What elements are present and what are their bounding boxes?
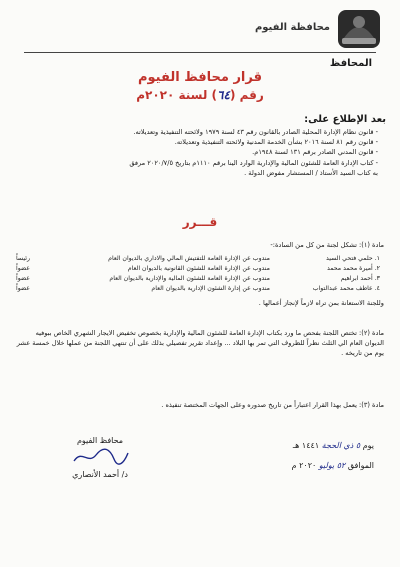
member-name: ٢. أميرة محمد محمد [326, 265, 380, 272]
decree-title: قرار محافظ الفيوم [137, 70, 262, 85]
committee-member [16, 254, 380, 264]
after-review-heading: بعد الإطلاع على: [304, 114, 386, 125]
date-hijri [292, 436, 374, 456]
article-2: مادة (٢): تختص اللجنة بفحص ما ورد بكتاب الإدارة العامة للشئون المالية والإدارية بخصوص تخفيض الايجار الشهري الخاص ببوفيه الديوان العام الي الثلث نظراً للظروف التي تمر بها البلاد ... وإعداد تقرير تفصيلي بذلك على أن تنتهي اللجنة من عملها خلال خمسة عشر يوم من تاريخه . [16, 329, 384, 358]
member-name: ٣. أحمد ابراهيم [340, 275, 380, 282]
signature-title: محافظ الفيوم [76, 436, 124, 445]
reference-item: - قانون نظام الإدارة المحلية الصادر بالقانون رقم ٤٣ لسنة ١٩٧٩ ولائحته التنفيذية وتعديلاته. [133, 128, 378, 136]
letterhead [0, 8, 400, 50]
committee-member [16, 284, 380, 294]
signature-block [70, 436, 130, 479]
handwritten-signature [70, 445, 130, 470]
reference-item: - قانون رقم ٨١ لسنة ٢٠١٦ بشأن الخدمة المدنية ولائحته التنفيذية وتعديلاته. [174, 138, 378, 147]
governorate-name: محافظة الفيوم [254, 22, 330, 33]
governorate-logo [336, 8, 382, 50]
committee-member [16, 274, 380, 284]
member-name: ٤. عاطف محمد عبدالتواب [312, 285, 380, 292]
member-name: ١. حلمي فتحي السيد [325, 255, 380, 262]
date-hijri-handwritten: ٥ ذي الحجة [321, 441, 361, 450]
date-greg-year: ٢٠٢٠ م [291, 461, 317, 470]
reference-item: - قانون المدني الصادر برقم ١٣١ لسنة ١٩٤٨م. [252, 148, 378, 157]
date-hijri-prefix: يوم [362, 441, 374, 450]
committee-member [16, 264, 380, 274]
member-role: مندوب عن إدارة الشئون الإدارية بالديوان العام [151, 285, 270, 292]
member-tag: عضواً [16, 285, 30, 292]
references-list [18, 127, 378, 178]
decree-number [0, 88, 400, 102]
member-role: مندوب عن الإدارة العامة للتفتيش المالي والاداري بالديوان العام [108, 255, 270, 262]
article-1: مادة (١): تشكل لجنة من كل من السادة:- [270, 241, 384, 249]
number-prefix: رقم ( [229, 88, 264, 102]
committee-list [16, 254, 380, 294]
member-tag: رئيساً [16, 255, 30, 262]
date-block [292, 436, 374, 476]
member-tag: عضواً [16, 275, 30, 282]
number-suffix: ) لسنة ٢٠٢٠م [136, 88, 218, 102]
office-label: المحافظ [329, 58, 372, 69]
date-gregorian [292, 456, 374, 476]
date-greg-handwritten: ٥٢ يوليو [318, 461, 346, 470]
article-1-note: وللجنة الاستعانة بمن تراه لازماً لإنجاز أعمالها . [258, 299, 384, 307]
member-role: مندوب عن الإدارة العامة للشئون القانونية بالديوان العام [127, 265, 270, 272]
number-handwritten: ٦٤ [217, 88, 230, 102]
article-3: مادة (٣): يعمل بهذا القرار اعتباراً من تاريخ صدوره وعلى الجهات المختصة تنفيذه . [161, 401, 384, 409]
reference-item: - كتاب الإدارة العامة للشئون المالية والإدارية الوارد الينا برقم ١١١٠م بتاريخ ٢٠٢٠/٧/٥ مرفق [129, 158, 378, 167]
date-hijri-year: ١٤٤١ هـ [292, 441, 320, 450]
signature-name: د/ أحمد الأنصاري [72, 470, 128, 479]
header-divider [24, 52, 376, 53]
decree-heading: قـــرر [182, 215, 218, 229]
member-tag: عضواً [16, 265, 30, 272]
member-role: مندوب عن الإدارة العامة للشئون المالية والإدارية بالديوان العام [109, 275, 270, 282]
reference-item: به كتاب السيد الأستاذ / المستشار مفوض الدولة . [244, 168, 378, 177]
date-greg-prefix: الموافق [347, 461, 374, 470]
